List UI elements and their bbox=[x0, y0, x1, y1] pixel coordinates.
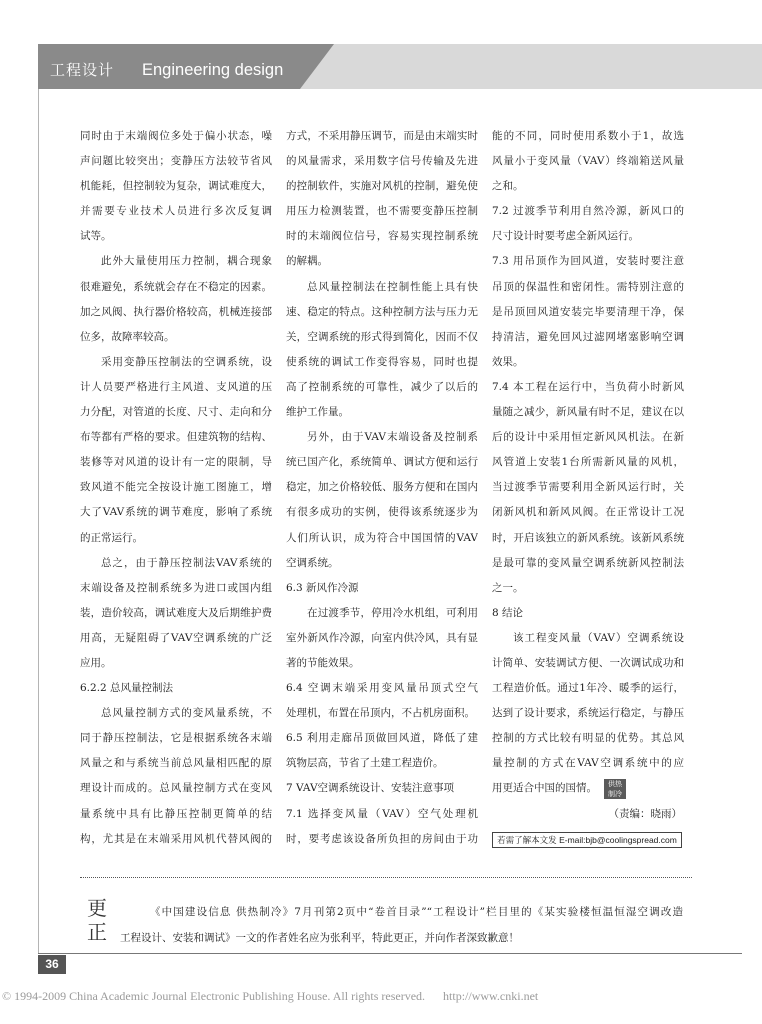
journal-logo-text-bottom: 制冷 bbox=[608, 790, 622, 798]
section-heading: 6.2.2 总风量控制法 bbox=[80, 682, 174, 695]
text-line: 风量之和与系统当前总风量相匹配的原 bbox=[80, 757, 272, 770]
correction-title-char: 正 bbox=[87, 920, 107, 944]
text-line: 7.4 本工程在运行中，当负荷小时新风 bbox=[492, 380, 684, 393]
text-line: 有很多成功的实例，使得该系统逐步为 bbox=[286, 506, 478, 519]
text-line: 统已国产化，系统简单、调试方便和运行 bbox=[286, 456, 478, 469]
text-line: 力分配，对管道的长度、尺寸、走向和分 bbox=[80, 406, 272, 419]
text-line: 的正常运行。 bbox=[80, 531, 143, 544]
text-line: 吊顶的保温性和密闭性。需特别注意的 bbox=[492, 280, 684, 293]
text-line: 的控制软件，实施对风机的控制，避免使 bbox=[286, 180, 478, 193]
text-line: 使系统的调试工作变得容易，同时也提 bbox=[286, 355, 478, 368]
section-title-en: Engineering design bbox=[142, 61, 284, 79]
text-line: 当过渡季节需要利用全新风运行时，关 bbox=[492, 481, 684, 494]
text-line: 高了控制系统的可靠性，减少了以后的 bbox=[286, 380, 478, 393]
text-line: 维护工作量。 bbox=[286, 406, 349, 419]
text-line: 量系统中具有比静压控制更简单的结 bbox=[80, 807, 272, 820]
text-line: 用压力检测装置，也不需要变静压控制 bbox=[286, 205, 478, 218]
text-line: 工程造价低。通过1年冷、暖季的运行， bbox=[492, 682, 684, 695]
page-number-badge: 36 bbox=[38, 955, 66, 974]
text-line: 风量小于变风量（VAV）终端箱送风量 bbox=[492, 155, 684, 168]
text-line: 之和。 bbox=[492, 180, 524, 193]
text-line: 7.2 过渡季节利用自然冷源，新风口的 bbox=[492, 205, 684, 218]
text-line: 时，开启该独立的新风系统。该新风系统 bbox=[492, 531, 684, 544]
footer bbox=[2, 989, 742, 1003]
section-title-cn: 工程设计 bbox=[50, 61, 115, 79]
section-heading: 6.3 新风作冷源 bbox=[286, 581, 359, 594]
text-line: 时，要考虑该设备所负担的房间由于功 bbox=[286, 832, 478, 845]
contact-email: E-mail:bjb@coolingspread.com bbox=[559, 835, 677, 845]
contact-box bbox=[492, 832, 682, 848]
text-line: 人们所认识，成为符合中国国情的VAV bbox=[286, 531, 478, 544]
text-line: 闭新风机和新风风阀。在正常设计工况 bbox=[492, 506, 684, 519]
header-band-light bbox=[262, 44, 762, 89]
text-column-1 bbox=[80, 124, 272, 852]
footer-copyright: © 1994-2009 China Academic Journal Electronic Publishing House. All rights reserved. bbox=[2, 989, 426, 1003]
text-line: 采用变静压控制法的空调系统，设 bbox=[101, 355, 272, 368]
text-line: 6.5 利用走廊吊顶做回风道，降低了建 bbox=[286, 732, 478, 745]
correction-text-line: 《中国建设信息 供热制冷》7月刊第2页中“卷首目录”“工程设计”栏目里的《某实验楼恒温恒湿空调改造 bbox=[150, 906, 683, 918]
text-line: 总风量控制法在控制性能上具有快 bbox=[307, 280, 478, 293]
text-line: 构，尤其是在末端采用风机代替风阀的 bbox=[80, 832, 272, 845]
text-line: 6.4 空调末端采用变风量吊顶式空气 bbox=[286, 682, 478, 695]
journal-logo-icon bbox=[604, 779, 626, 799]
text-line: 能的不同，同时使用系数小于1，故选 bbox=[492, 130, 684, 142]
text-line: 风管道上安装1台所需新风量的风机， bbox=[492, 456, 684, 469]
editor-credit: （责编：晓雨） bbox=[608, 808, 682, 820]
text-line: 的解耦。 bbox=[286, 255, 328, 268]
text-line: 并需要专业技术人员进行多次反复调 bbox=[80, 205, 272, 218]
text-line: 理设计而成的。总风量控制方式在变风 bbox=[80, 782, 272, 795]
text-line: 空调系统。 bbox=[286, 556, 339, 569]
text-line: 后的设计中采用恒定新风风机法。在新 bbox=[492, 431, 684, 444]
text-line: 末端设备及控制系统多为进口或国内组 bbox=[80, 581, 272, 594]
text-line: 应用。 bbox=[80, 656, 112, 669]
contact-label: 若需了解本文发 bbox=[497, 835, 557, 845]
text-line: 加之风阀、执行器价格较高，机械连接部 bbox=[80, 305, 272, 318]
text-line: 效果。 bbox=[492, 355, 524, 368]
text-line: 是最可靠的变风量空调系统新风控制法 bbox=[492, 556, 684, 569]
text-line: 装，造价较高，调试难度大及后期维护费 bbox=[80, 606, 272, 619]
text-line: 尺寸设计时要考虑全新风运行。 bbox=[492, 230, 639, 243]
left-margin-rule bbox=[38, 89, 39, 953]
correction-text-line: 工程设计、安装和调试》一文的作者姓名应为张利平，特此更正，并向作者深致歉意！ bbox=[120, 932, 519, 944]
text-line: 速、稳定的特点。这种控制方法与压力无 bbox=[286, 305, 478, 318]
text-line: 另外，由于VAV末端设备及控制系 bbox=[307, 431, 478, 444]
text-line: 装修等对风道的设计有一定的限制，导 bbox=[80, 456, 272, 469]
text-column-3 bbox=[492, 124, 684, 802]
text-line: 7.3 用吊顶作为回风道，安装时要注意 bbox=[492, 255, 684, 268]
text-line: 著的节能效果。 bbox=[286, 656, 360, 669]
text-line: 时的末端阀位信号，容易实现控制系统 bbox=[286, 230, 478, 243]
text-line: 用更适合中国的国情。 bbox=[492, 782, 597, 795]
text-line: 持清洁，避免回风过滤网堵塞影响空调 bbox=[492, 330, 684, 343]
journal-logo-text-top: 供热 bbox=[608, 780, 622, 788]
text-line: 量随之减少，新风量有时不足，建议在以 bbox=[492, 406, 684, 419]
text-column-2 bbox=[286, 124, 478, 852]
text-line: 很难避免，系统就会存在不稳定的因素。 bbox=[80, 280, 272, 293]
text-line: 用高，无疑阻碍了VAV空调系统的广泛 bbox=[80, 631, 272, 644]
text-line: 同于静压控制法，它是根据系统各末端 bbox=[80, 732, 272, 745]
text-line: 试等。 bbox=[80, 230, 112, 243]
text-line: 是吊顶回风道安装完毕要清理干净，保 bbox=[492, 305, 684, 318]
text-line: 位多，故障率较高。 bbox=[80, 330, 175, 343]
text-line: 在过渡季节，停用冷水机组，可利用 bbox=[307, 606, 478, 619]
correction-title-char: 更 bbox=[87, 896, 107, 920]
text-line: 的风量需求，采用数字信号传输及先进 bbox=[286, 155, 478, 168]
text-line: 7.1 选择变风量（VAV）空气处理机 bbox=[286, 807, 478, 820]
text-line: 同时由于末端阀位多处于偏小状态，噪 bbox=[80, 130, 272, 142]
section-separator bbox=[80, 877, 692, 878]
section-heading: 8 结论 bbox=[492, 606, 524, 619]
footer-url: http://www.cnki.net bbox=[443, 989, 539, 1003]
text-line: 稳定，加之价格较低、服务方便和在国内 bbox=[286, 481, 478, 494]
text-line: 总风量控制方式的变风量系统，不 bbox=[101, 707, 272, 720]
page-bottom-rule bbox=[38, 953, 742, 954]
header-band bbox=[0, 44, 762, 89]
text-line: 筑物层高，节省了土建工程造价。 bbox=[286, 757, 444, 770]
text-line: 大了VAV系统的调节难度，影响了系统 bbox=[80, 506, 272, 519]
text-line: 方式，不采用静压调节，而是由末端实时 bbox=[286, 130, 478, 142]
text-line: 致风道不能完全按设计施工图施工，增 bbox=[80, 481, 272, 494]
text-line: 控制的方式比较有明显的优势。其总风 bbox=[492, 732, 684, 745]
text-line: 该工程变风量（VAV）空调系统设 bbox=[513, 631, 684, 644]
text-line: 之一。 bbox=[492, 581, 524, 594]
text-line: 布等都有严格的要求。但建筑物的结构、 bbox=[80, 431, 272, 444]
text-line: 此外大量使用压力控制，耦合现象 bbox=[101, 255, 272, 268]
text-line: 计人员要严格进行主风道、支风道的压 bbox=[80, 380, 272, 393]
text-line: 声问题比较突出；变静压方法较节省风 bbox=[80, 155, 272, 168]
text-line: 机能耗，但控制较为复杂，调试难度大， bbox=[80, 180, 272, 193]
text-line: 处理机，布置在吊顶内，不占机房面积。 bbox=[286, 707, 475, 720]
text-line: 量控制的方式在VAV空调系统中的应 bbox=[492, 757, 684, 770]
text-line: 总之，由于静压控制法VAV系统的 bbox=[101, 556, 272, 569]
text-line: 室外新风作冷源，向室内供冷风，具有显 bbox=[286, 631, 478, 644]
section-heading: 7 VAV空调系统设计、安装注意事项 bbox=[286, 782, 455, 795]
text-line: 达到了设计要求，系统运行稳定，与静压 bbox=[492, 707, 684, 720]
text-line: 计简单、安装调试方便、一次调试成功和 bbox=[492, 656, 684, 669]
text-line: 关，空调系统的形式得到简化，因而不仅 bbox=[286, 330, 478, 343]
